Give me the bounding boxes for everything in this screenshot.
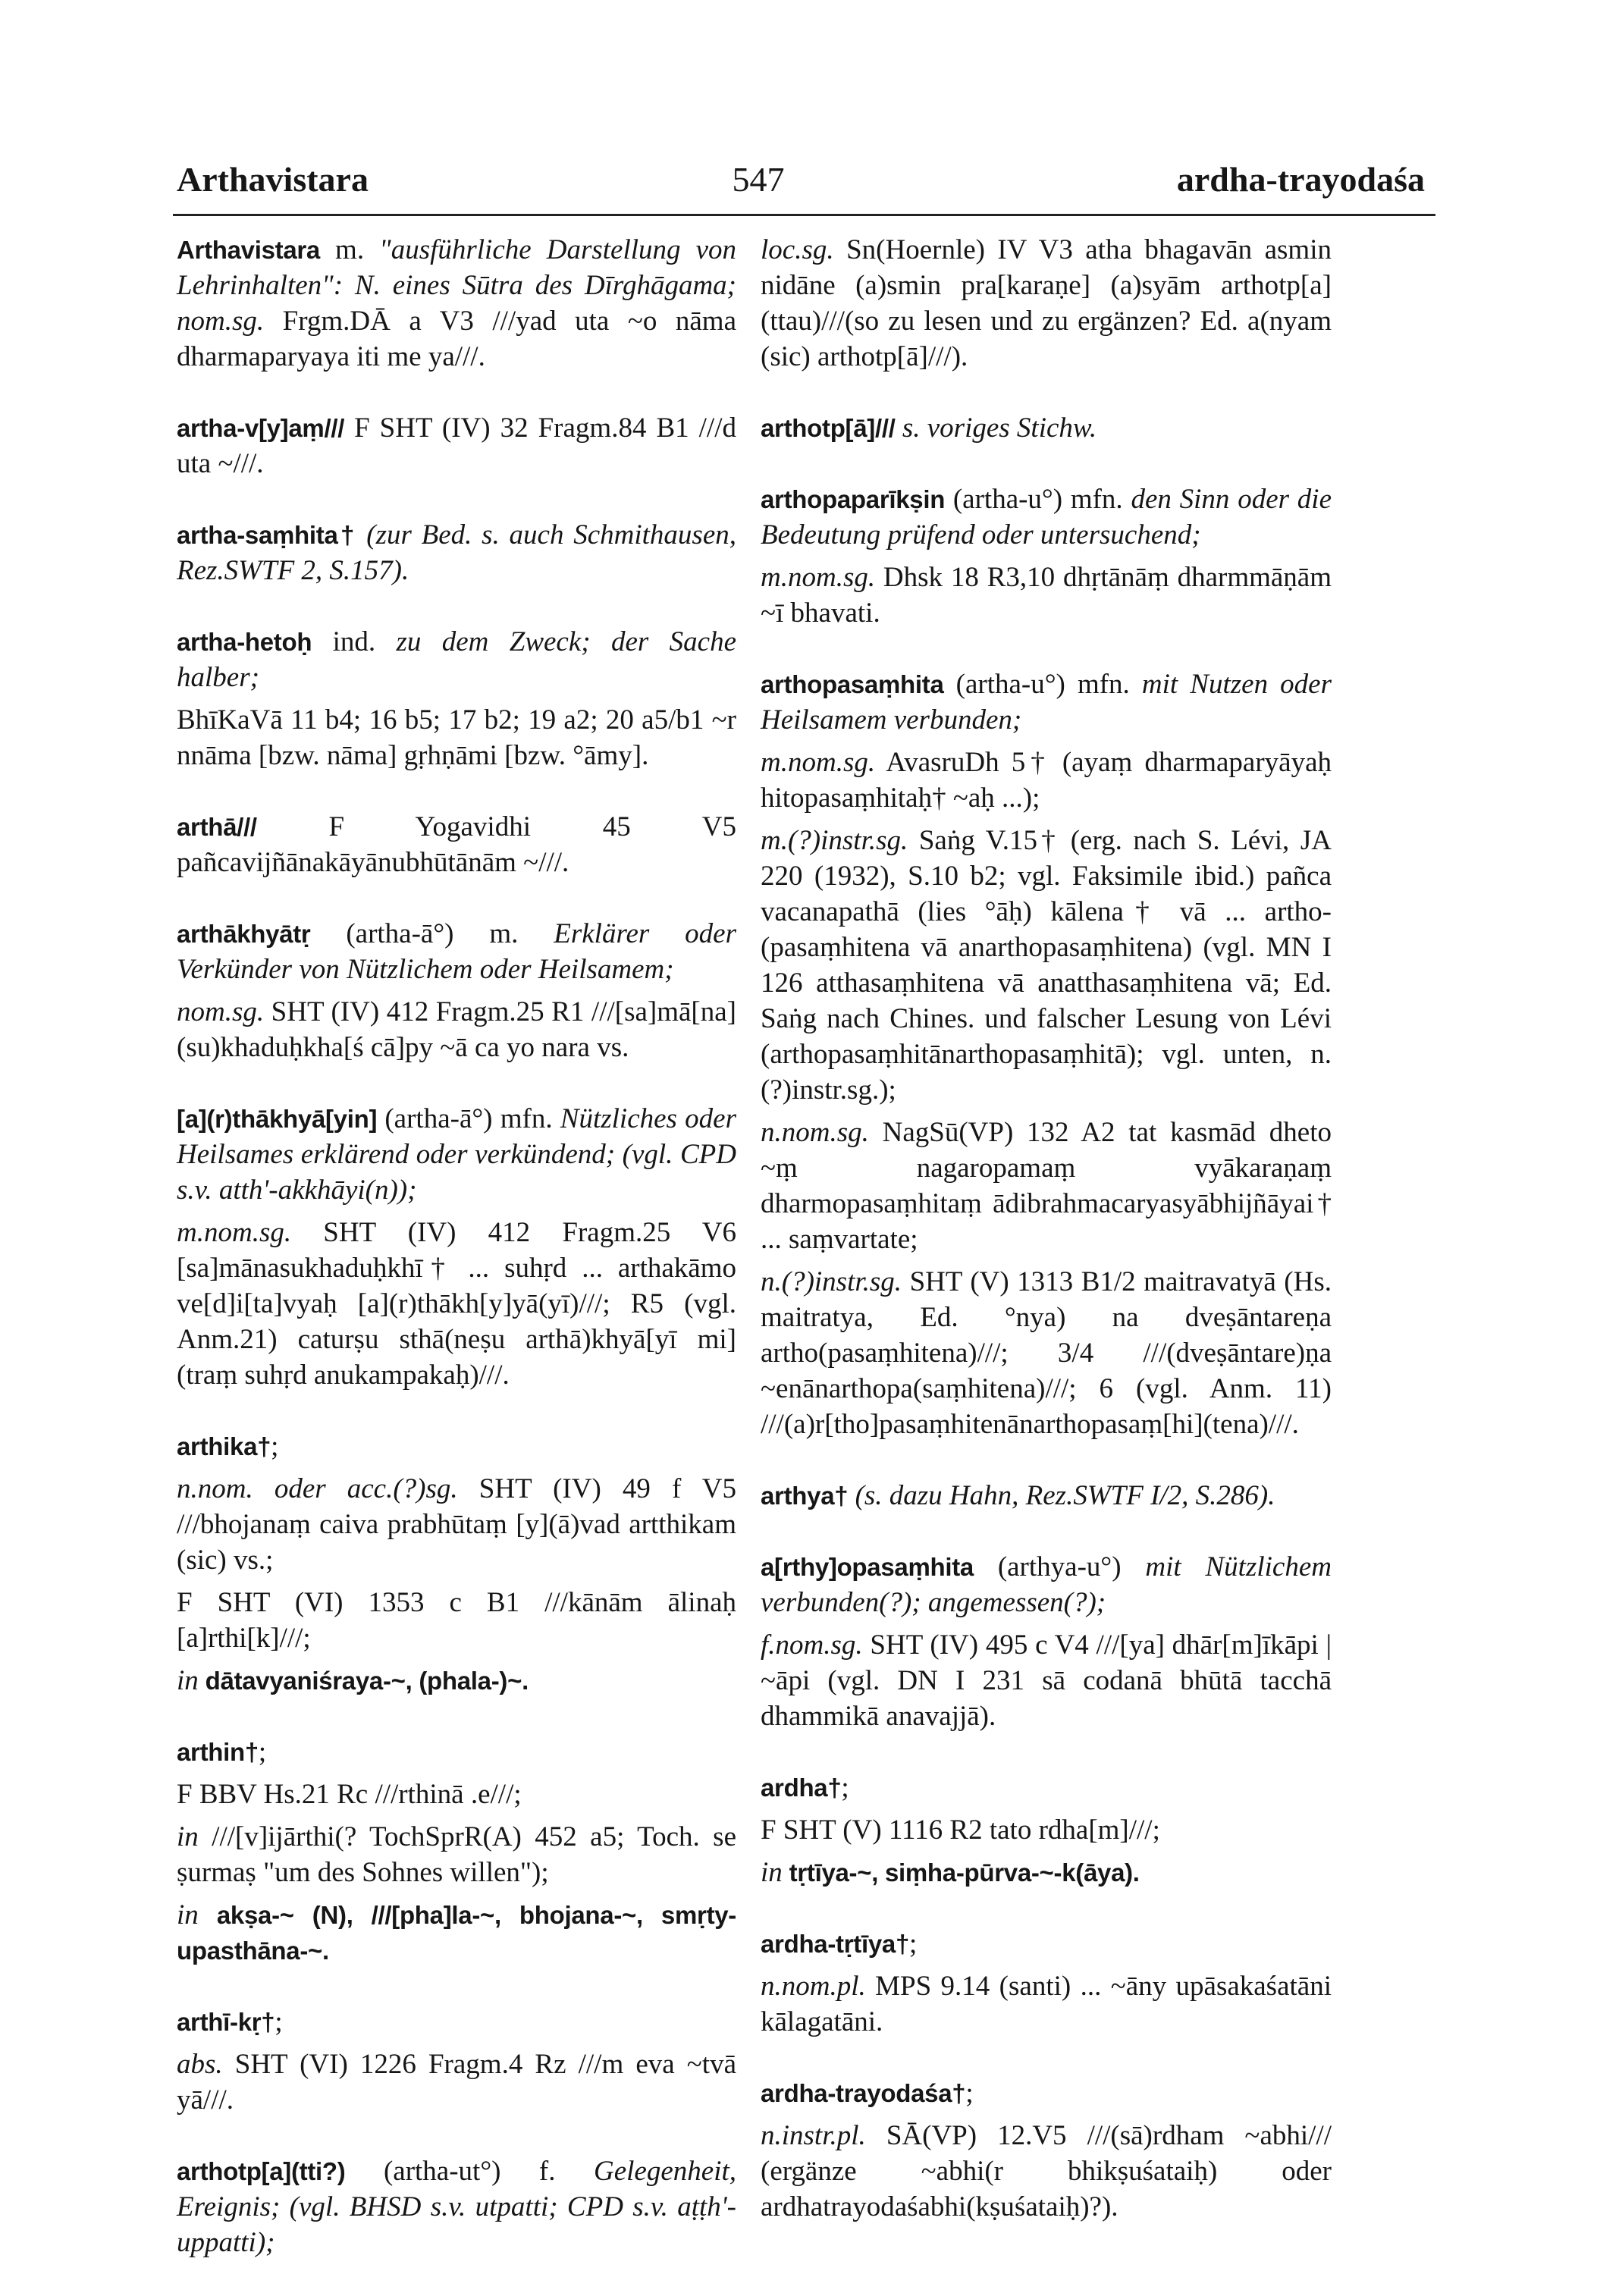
grammar-label: m.nom.sg. (761, 747, 876, 778)
headword: arthī-kṛ† (177, 2008, 275, 2036)
grammar-label: n.nom. oder acc.(?)sg. (177, 1473, 458, 1504)
gloss: mit Nützlichem verbunden(?); angemessen(?); (761, 1551, 1332, 1618)
gloss: Nützliches oder Heilsames erklärend oder verkündend; (vgl. CPD s.v. atth'-akkhāyi(n)); (177, 1103, 737, 1206)
headword: arthā/// (177, 813, 257, 841)
grammar-label: m.(?)instr.sg. (761, 825, 908, 856)
gloss: den Sinn oder die Bedeutung prüfend oder untersuchend; (761, 484, 1332, 550)
dictionary-entry-continued: loc.sg. Sn(Hoernle) IV V3 atha bhagavān asmin nidāne (a)smin pra[karaṇe] (a)syām arthotp[a](ttau)///(so zu lesen und zu ergänzen? Ed. a(nyam (sic) arthotp[ā]///). (761, 234, 1332, 372)
dictionary-entry: arthin†; F BBV Hs.21 Rc ///rthinā .e///; in ///[v]ijārthi(? TochSprR(A) 452 a5; Toch. se ṣurmaṣ "um des Sohnes willen"); in akṣa-~ (N), ///[pha]la-~, bhojana-~, smṛty-upasthāna-~. (177, 1736, 736, 1965)
dictionary-entry: arthotp[ā]/// s. voriges Stichw. (761, 412, 1097, 444)
grammar-label: f.nom.sg. (761, 1629, 863, 1661)
dictionary-entry: [a](r)thākhyā[yin] (artha-ā°) mfn. Nützliches oder Heilsames erklärend oder verkündend; (vgl. CPD s.v. atth'-akkhāyi(n)); m.nom.sg. SHT (IV) 412 Fragm.25 V6 [sa]mānasukhaduḥkhī† ... suhṛd ... arthakāmo ve[d]i[ta]vyaḥ [a](r)thākh[y]yā(yī)///; R5 (vgl. Anm.21) caturṣu sthā(neṣu arthā)khyā[yī mi](traṃ suhṛd anukampakaḥ)///. (177, 1103, 737, 1391)
grammar-label: n.nom.sg. (761, 1117, 869, 1148)
grammar-label: m.nom.sg. (761, 562, 876, 593)
grammar-label: abs. (177, 2049, 223, 2080)
dictionary-entry: artha-saṃhita† (zur Bed. s. auch Schmithausen, Rez.SWTF 2, S.157). (177, 519, 736, 586)
headword: arthopasaṃhita (761, 670, 944, 698)
gloss: Erklärer oder Verkünder von Nützlichem oder Heilsamem; (177, 918, 736, 985)
dictionary-entry: ardha-tṛtīya†; n.nom.pl. MPS 9.14 (santi) ... ~āny upāsakaśatāni kālagatāni. (761, 1928, 1332, 2037)
headword: arthotp[a](tti?) (177, 2157, 346, 2185)
headword: arthin† (177, 1738, 259, 1766)
dictionary-entry: arthākhyātṛ (artha-ā°) m. Erklärer oder Verkünder von Nützlichem oder Heilsamem; nom.sg. SHT (IV) 412 Fragm.25 R1 ///[sa]mā[na](su)khaduḥkha[ś cā]py ~ā ca yo nara vs. (177, 918, 736, 1063)
page-number: 547 (732, 160, 785, 199)
headword: ardha† (761, 1774, 842, 1802)
headword: arthākhyātṛ (177, 920, 311, 948)
grammar-label: m.nom.sg. (177, 1217, 292, 1248)
dictionary-entry: artha-v[y]aṃ/// F SHT (IV) 32 Fragm.84 B1 ///d uta ~///. (177, 412, 736, 479)
gloss: Gelegenheit, Ereignis; (vgl. BHSD s.v. utpatti; CPD s.v. aṭṭh'-uppatti); (177, 2156, 736, 2258)
dictionary-entry: arthya† (s. dazu Hahn, Rez.SWTF I/2, S.286). (761, 1480, 1275, 1511)
citation: BhīKaVā 11 b4; 16 b5; 17 b2; 19 a2; 20 a5/b1 ~r nnāma [bzw. nāma] gṛhṇāmi [bzw. °āmy]. (177, 704, 736, 771)
headword: a[rthy]opasaṃhita (761, 1553, 974, 1581)
dictionary-entry: arthotp[a](tti?) (artha-ut°) f. Gelegenheit, Ereignis; (vgl. BHSD s.v. utpatti; CPD s.v. aṭṭh'-uppatti); (177, 2156, 736, 2258)
headword: artha-v[y]aṃ/// (177, 414, 345, 442)
citation: F SHT (VI) 1353 c B1 ///kānām ālinaḥ [a]rthi[k]///; (177, 1587, 736, 1654)
dictionary-entry: ardha-trayodaśa†; n.instr.pl. SĀ(VP) 12.V5 ///(sā)rdham ~abhi/// (ergänze ~abhi(r bhikṣuśataiḥ) oder ardhatrayodaśabhi(kṣuśataiḥ)?). (761, 2078, 1332, 2222)
gloss: zu dem Zweck; der Sache halber; (177, 626, 736, 693)
grammar-label: n.instr.pl. (761, 2120, 866, 2151)
dictionary-entry: arthika†; n.nom. oder acc.(?)sg. SHT (IV) 49 f V5 ///bhojanaṃ caiva prabhūtaṃ [y](ā)vad artthikam (sic) vs.; F SHT (VI) 1353 c B1 ///kānām ālinaḥ [a]rthi[k]///; in dātavyaniśraya-~, (phala-)~. (177, 1431, 736, 1696)
grammar-label: loc.sg. (761, 234, 834, 265)
citation: F SHT (V) 1116 R2 tato rdha[m]///; (761, 1815, 1160, 1846)
grammar-label: n.nom.pl. (761, 1971, 866, 2002)
citation: F BBV Hs.21 Rc ///rthinā .e///; (177, 1779, 522, 1810)
gloss: "ausführliche Darstellung von Lehrinhalten": N. eines Sūtra des Dīrghāgama; (177, 234, 736, 301)
dictionary-entry: arthā/// F Yogavidhi 45 V5 pañcavijñānakāyānubhūtānām ~///. (177, 811, 736, 878)
dictionary-entry: arthopasaṃhita (artha-u°) mfn. mit Nutzen oder Heilsamem verbunden; m.nom.sg. AvasruDh 5† (ayaṃ dharmaparyāyaḥ hitopasaṃhitaḥ† ~aḥ ...); m.(?)instr.sg. Saṅg V.15† (erg. nach S. Lévi, JA 220 (1932), S.10 b2; vgl. Faksimile ibid.) pañca vacanapathā (lies °āḥ) kālena† vā ... artho-(pasaṃhitena vā anarthopasaṃhitena) (vgl. MN I 126 atthasaṃhitena vā anatthasaṃhitena vā; Ed. Saṅg nach Chines. und falscher Lesung von Lévi (arthopasaṃhitānarthopasaṃhitā); vgl. unten, n.(?)instr.sg.); n.nom.sg. NagSū(VP) 132 A2 tat kasmād dheto ~ṃ nagaropamaṃ vyākaraṇaṃ dharmopasaṃhitaṃ ādibrahmacaryasyābhijñāyai† ... saṃvartate; n.(?)instr.sg. SHT (V) 1313 B1/2 maitravatyā (Hs. maitratya, Ed. °nya) na dveṣāntareṇa artho(pasaṃhitena)///; 3/4 ///(dveṣāntare)ṇa ~enānarthopa(saṃhitena)///; 6 (vgl. Anm. 11) ///(a)r[tho]pasaṃhitenānarthopasaṃ[hi](tena)///. (761, 669, 1332, 1440)
right-column (761, 232, 1332, 2260)
dictionary-entry: artha-hetoḥ ind. zu dem Zweck; der Sache halber; BhīKaVā 11 b4; 16 b5; 17 b2; 19 a2; 20 a5/b1 ~r nnāma [bzw. nāma] gṛhṇāmi [bzw. °āmy]. (177, 624, 736, 773)
headword: arthopaparīkṣin (761, 485, 946, 513)
headword: ardha-trayodaśa† (761, 2079, 966, 2107)
dictionary-entry: arthī-kṛ†; abs. SHT (VI) 1226 Fragm.4 Rz ///m eva ~tvā yā///. (177, 2006, 736, 2116)
headword: arthotp[ā]/// (761, 414, 896, 442)
dictionary-entry: ardha†; F SHT (V) 1116 R2 tato rdha[m]///; in tṛtīya-~, siṃha-pūrva-~-k(āya). (761, 1770, 1332, 1890)
headword: Arthavistara (177, 236, 320, 264)
dictionary-entry: a[rthy]opasaṃhita (arthya-u°) mit Nützlichem verbunden(?); angemessen(?); f.nom.sg. SHT (IV) 495 c V4 ///[ya] dhār[m]īkāpi | ~āpi (vgl. DN I 231 sā codanā bhūtā tacchā dhammikā anavajjā). (761, 1551, 1332, 1732)
headword: ardha-tṛtīya† (761, 1930, 910, 1958)
running-head-left: Arthavistara (177, 160, 369, 199)
dictionary-entry: Arthavistara m. "ausführliche Darstellung von Lehrinhalten": N. eines Sūtra des Dīrghāgama; nom.sg. Frgm.DĀ a V3 ///yad uta ~o nāma dharmaparyaya iti me ya///. (177, 234, 736, 372)
headword: artha-saṃhita† (177, 521, 357, 549)
gloss: mit Nutzen oder Heilsamem verbunden; (761, 669, 1332, 736)
headword: artha-hetoḥ (177, 628, 312, 656)
header-rule (173, 214, 1435, 216)
headword: arthika† (177, 1432, 271, 1460)
grammar-label: nom.sg. (177, 306, 265, 337)
left-column (177, 232, 736, 2296)
headword: arthya† (761, 1482, 849, 1510)
headword: [a](r)thākhyā[yin] (177, 1105, 378, 1133)
dictionary-entry: arthopaparīkṣin (artha-u°) mfn. den Sinn oder die Bedeutung prüfend oder untersuchend; m.nom.sg. Dhsk 18 R3,10 dhṛtānāṃ dharmmāṇām ~ī bhavati. (761, 484, 1332, 629)
grammar-label: n.(?)instr.sg. (761, 1266, 902, 1297)
grammar-label: nom.sg. (177, 996, 265, 1027)
running-head-right: ardha-trayodaśa (1176, 160, 1425, 199)
